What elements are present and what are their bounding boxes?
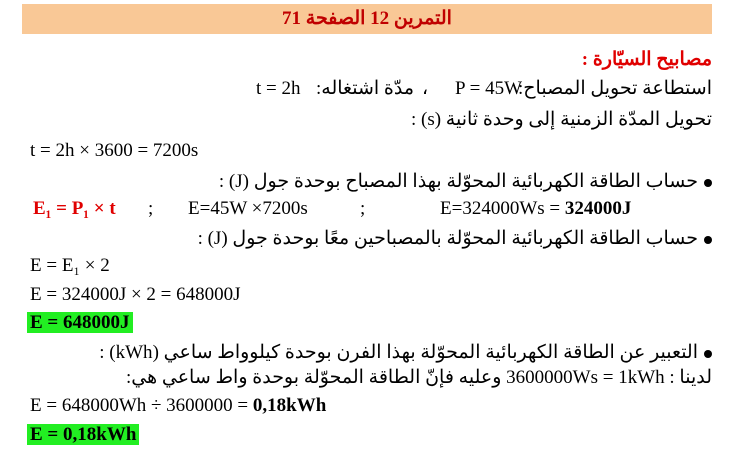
convert-time-label: تحويل المدّة الزمنية إلى وحدة ثانية (s) : [410,109,712,130]
energy-result-prefix: E=324000Ws = [440,198,561,219]
energy-result-value: 324000J [564,198,632,219]
energy-one-label [219,170,712,194]
duration-value: t = 2h [256,78,301,99]
power-value: P = 45W [455,78,523,99]
bullet-icon [704,350,712,358]
section-title: مصابيح السيّارة : [581,49,712,70]
double-result [27,311,133,335]
exercise-header [22,4,712,34]
given-values-line [0,77,734,101]
power-label: استطاعة تحويل المصباح: [518,78,712,99]
highlighted-result: E = 0,18kWh [27,424,139,445]
energy-calculation-line [0,197,734,221]
energy-two-text: حساب الطاقة الكهربائية المحوّلة بالمصباحين معًا بوحدة جول (J) : [197,228,698,249]
kwh-result [27,423,139,447]
duration-label: مدّة اشتغاله: [316,78,414,99]
bullet-icon [704,179,712,187]
energy-two-label [198,227,712,251]
bullet-icon [704,236,712,244]
energy-calc: E=45W ×7200s [188,198,308,219]
energy-formula: E₁ = P₁ × t [33,198,116,219]
kwh-label [99,341,712,365]
highlighted-result: E = 648000J [27,312,133,333]
double-calculation: E = 324000J × 2 = 648000J [30,284,241,305]
exercise-title: التمرين 12 الصفحة 71 [282,8,452,29]
energy-one-text: حساب الطاقة الكهربائية المحوّلة بهذا المصباح بوحدة جول (J) : [218,171,698,192]
semicolon: ; [360,198,366,219]
time-equation: t = 2h × 3600 = 7200s [30,140,199,161]
kwh-equation-value: 0,18kWh [252,395,327,416]
kwh-text: التعبير عن الطاقة الكهربائية المحوّلة بهذا الفرن بوحدة كيلوواط ساعي (kWh) : [99,342,698,363]
kwh-note: لدينا : 3600000Ws = 1kWh وعليه فإنّ الطاقة المحوّلة بوحدة واط ساعي هي: [125,367,712,388]
double-equation: E = E₁ × 2 [30,255,110,276]
separator: ، [422,78,429,99]
semicolon: ; [148,198,154,219]
kwh-equation [30,394,326,418]
kwh-equation-prefix: E = 648000Wh ÷ 3600000 = [30,395,249,416]
energy-result [440,197,631,221]
